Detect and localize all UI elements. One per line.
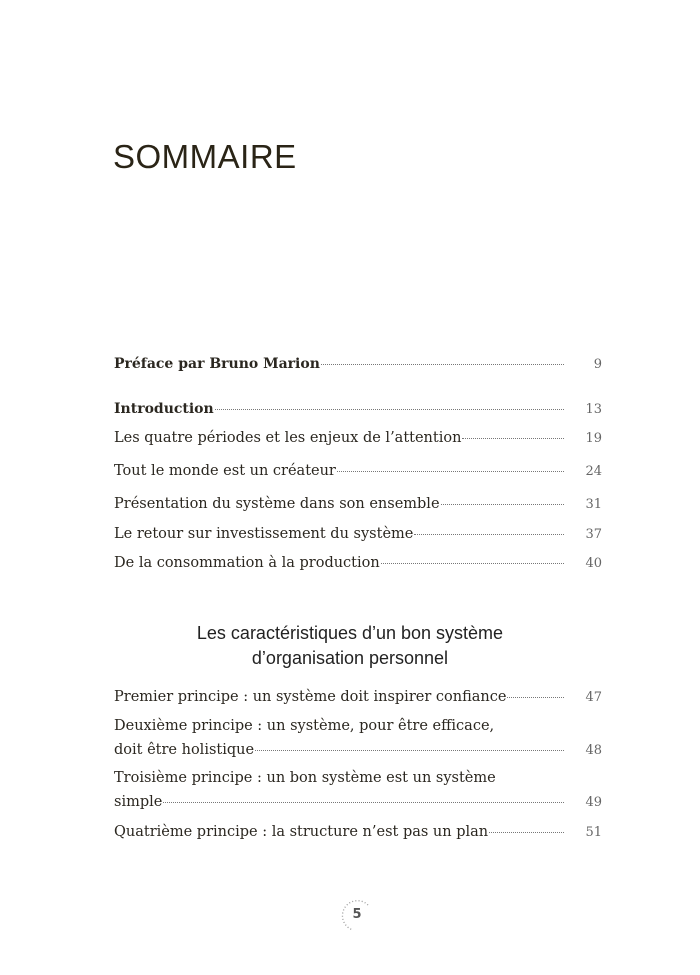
leader-dots [414,534,564,535]
toc-entry-label: Introduction [114,401,214,417]
toc-entry-label: Présentation du système dans son ensemble [114,496,440,512]
toc-entry-label: Tout le monde est un créateur [114,463,336,479]
section-heading [0,621,700,671]
toc-entry-page: 24 [585,464,602,479]
toc-entry[interactable] [114,350,602,379]
toc-entry-page: 49 [585,795,602,810]
toc-entry[interactable] [114,490,602,519]
toc-entry-label: Le retour sur investissement du système [114,526,414,542]
section-heading-line2: d’organisation personnel [251,648,449,668]
toc-entry-page: 31 [585,497,602,512]
leader-dots [381,563,564,564]
toc-entry-label: Préface par Bruno Marion [114,356,320,372]
toc-entry[interactable] [114,818,602,847]
leader-dots [489,832,564,833]
page-number [337,897,377,937]
toc-entry[interactable] [114,764,602,817]
leader-dots [215,409,564,410]
toc-entry-label: De la consommation à la production [114,555,380,571]
toc-entry-page: 37 [585,527,602,542]
page-number-text: 5 [352,907,362,922]
toc-entry[interactable] [114,395,602,424]
leader-dots [163,802,564,803]
toc-entry-page: 51 [585,825,602,840]
toc-entry-label: Les quatre périodes et les enjeux de l’attention [114,430,462,446]
toc-entry-page: 19 [585,431,602,446]
toc-entry-page: 47 [585,690,602,705]
toc-entry[interactable] [114,683,602,712]
toc-entry-page: 13 [585,402,602,417]
leader-dots [462,438,564,439]
toc-entry-label: doit être holistique [114,742,255,758]
page-title: SOMMAIRE [113,138,297,175]
toc-entry[interactable] [114,712,602,765]
leader-dots [321,364,564,365]
leader-dots [441,504,564,505]
toc-entry-label-line1: Troisième principe : un bon système est un système [114,770,496,786]
toc-entry[interactable] [114,520,602,549]
toc-entry-page: 40 [585,556,602,571]
toc-entry[interactable] [114,549,602,578]
toc-entry-label-line1: Deuxième principe : un système, pour être efficace, [114,718,495,734]
toc-entry-page: 48 [585,743,602,758]
toc-entry[interactable] [114,424,602,453]
toc-entry-label: Quatrième principe : la structure n’est pas un plan [114,824,489,840]
section-heading-line1: Les caractéristiques d’un bon système [196,623,504,643]
toc-entry-page: 9 [593,357,602,372]
toc-entry[interactable] [114,457,602,486]
leader-dots [255,750,564,751]
toc-entry-label: Premier principe : un système doit inspirer confiance [114,689,507,705]
toc-entry-label: simple [114,794,163,810]
leader-dots [507,697,564,698]
leader-dots [337,471,564,472]
